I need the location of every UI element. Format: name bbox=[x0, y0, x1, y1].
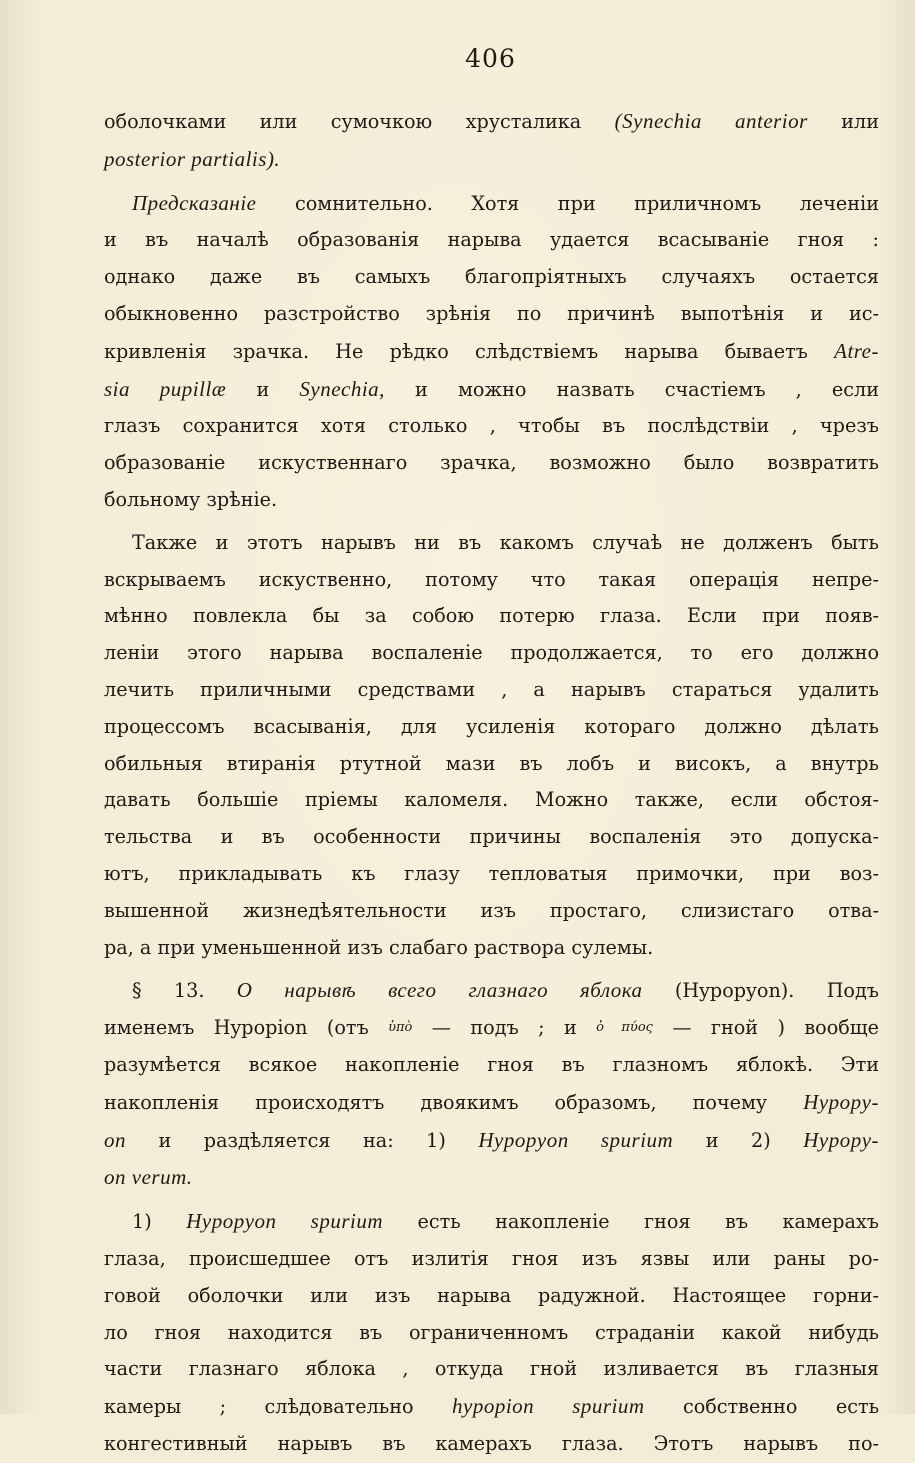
text-segment: Также и этотъ нарывъ ни въ какомъ случаѣ не долженъ быть bbox=[132, 530, 879, 554]
text-segment: § 13. bbox=[132, 979, 237, 1003]
latin-term: Hypopy- bbox=[803, 1089, 879, 1114]
text-line bbox=[104, 482, 879, 519]
text-segment: ло гноя находится въ ограниченномъ страданіи какой нибудь bbox=[104, 1320, 879, 1344]
text-line bbox=[104, 782, 879, 819]
text-line bbox=[104, 371, 879, 409]
text-line bbox=[104, 819, 879, 856]
paragraph bbox=[104, 525, 879, 967]
text-line bbox=[104, 296, 879, 333]
text-segment: мѣнно повлекла бы за собою потерю глаза. Если при появ- bbox=[104, 604, 879, 628]
text-line bbox=[104, 1122, 879, 1160]
text-segment: (Hypopyon). Подъ bbox=[642, 979, 879, 1003]
text-segment: и 2) bbox=[673, 1128, 804, 1152]
paragraph bbox=[104, 972, 879, 1197]
text-segment: сомнительно. Хотя при приличномъ леченіи bbox=[256, 191, 879, 215]
greek-term: ὑπὸ bbox=[388, 1020, 413, 1036]
paragraph bbox=[104, 1203, 879, 1463]
text-segment: образованіе искуственнаго зрачка, возможно было возвратить bbox=[104, 451, 879, 475]
text-line bbox=[104, 930, 879, 967]
latin-term: Hypopyon spurium bbox=[478, 1127, 674, 1152]
text-segment: конгестивный нарывъ въ камерахъ глаза. Этотъ нарывъ по- bbox=[104, 1431, 879, 1455]
text-line bbox=[104, 408, 879, 445]
text-segment: лечить приличными средствами , а нарывъ стараться удалить bbox=[104, 677, 879, 701]
text-line bbox=[104, 141, 879, 179]
text-segment: больному зрѣніе. bbox=[104, 487, 278, 511]
text-segment: есть накопленіе гноя въ камерахъ bbox=[383, 1210, 880, 1234]
text-segment: или bbox=[807, 110, 879, 133]
text-line bbox=[104, 598, 879, 635]
text-line bbox=[104, 635, 879, 672]
italic-term: Предсказаніе bbox=[132, 190, 257, 215]
latin-term: Hypopyon spurium bbox=[186, 1209, 384, 1234]
paragraph bbox=[104, 185, 879, 519]
text-segment: собственно есть bbox=[644, 1395, 880, 1419]
text-segment: и въ началѣ образованія нарыва удается всасываніе гноя : bbox=[104, 228, 879, 252]
text-segment: 1) bbox=[132, 1210, 187, 1234]
text-segment: и bbox=[226, 377, 300, 401]
text-line bbox=[104, 1388, 879, 1426]
latin-term: Synechia, bbox=[299, 376, 385, 401]
text-segment: леніи этого нарыва воспаленіе продолжается, то его должно bbox=[104, 641, 879, 665]
text-line bbox=[104, 103, 879, 141]
text-segment: обильныя втиранія ртутной мази въ лобъ и високъ, а внутрь bbox=[104, 751, 879, 775]
text-segment: оболочками или сумочкою хрусталика bbox=[104, 110, 615, 133]
text-segment: ютъ, прикладывать къ глазу тепловатыя примочки, при воз- bbox=[104, 861, 879, 885]
text-segment: обыкновенно разстройство зрѣнія по причинѣ выпотѣнія и ис- bbox=[104, 301, 879, 325]
latin-term: posterior partialis). bbox=[104, 146, 281, 171]
latin-term: Atre- bbox=[834, 338, 879, 363]
text-line bbox=[104, 1047, 879, 1084]
text-line bbox=[104, 333, 879, 371]
text-line bbox=[104, 893, 879, 930]
text-line bbox=[104, 972, 879, 1010]
text-segment: глазъ сохранится хотя столько , чтобы въ послѣдствіи , чрезъ bbox=[104, 414, 879, 438]
text-segment: говой оболочки или изъ нарыва радужной. Настоящее горни- bbox=[104, 1283, 879, 1307]
text-line bbox=[104, 1278, 879, 1315]
text-segment: — подъ ; и bbox=[412, 1016, 597, 1040]
italic-term: О нарывѣ всего глазнаго яблока bbox=[236, 978, 643, 1003]
text-line bbox=[104, 856, 879, 893]
text-line bbox=[104, 259, 879, 296]
text-segment: и раздѣляется на: 1) bbox=[126, 1128, 479, 1152]
text-segment: части глазнаго яблока , откуда гной изливается въ глазныя bbox=[104, 1357, 879, 1381]
text-segment: тельства и въ особенности причины воспаленія это допуска- bbox=[104, 825, 879, 849]
latin-term: on verum. bbox=[104, 1165, 193, 1190]
text-line bbox=[104, 445, 879, 482]
text-segment: накопленія происходятъ двоякимъ образомъ, почему bbox=[104, 1090, 804, 1114]
text-line bbox=[104, 1426, 879, 1463]
text-line bbox=[104, 1203, 879, 1241]
greek-term: ὁ πύος bbox=[596, 1020, 653, 1036]
paragraph bbox=[104, 103, 879, 179]
text-line bbox=[104, 562, 879, 599]
text-segment: и можно назвать счастіемъ , если bbox=[384, 377, 879, 401]
text-segment: процессомъ всасыванія, для усиленія котораго должно дѣлать bbox=[104, 714, 879, 738]
text-line bbox=[104, 1315, 879, 1352]
text-segment: давать большіе пріемы каломеля. Можно также, если обстоя- bbox=[104, 788, 879, 812]
text-body bbox=[104, 103, 879, 1463]
text-segment: именемъ Hypopion (отъ bbox=[104, 1016, 389, 1040]
text-segment: однако даже въ самыхъ благопріятныхъ случаяхъ остается bbox=[104, 265, 879, 289]
text-line bbox=[104, 222, 879, 259]
latin-term: on bbox=[104, 1127, 126, 1152]
text-line bbox=[104, 525, 879, 562]
text-line bbox=[104, 1010, 879, 1047]
text-line bbox=[104, 709, 879, 746]
latin-term: Hypopy- bbox=[803, 1127, 880, 1152]
text-line bbox=[104, 746, 879, 783]
text-segment: кривленія зрачка. Не рѣдко слѣдствіемъ нарыва бываетъ bbox=[104, 339, 835, 363]
latin-term: (Synechia anterior bbox=[614, 109, 808, 133]
text-line bbox=[104, 672, 879, 709]
text-segment: разумѣется всякое накопленіе гноя въ глазномъ яблокѣ. Эти bbox=[104, 1052, 879, 1076]
text-segment: ра, а при уменьшенной изъ слабаго раствора сулемы. bbox=[104, 935, 654, 959]
latin-term: sia pupillæ bbox=[104, 376, 227, 401]
latin-term: hypopion spurium bbox=[452, 1394, 645, 1419]
text-segment: вышенной жизнедѣятельности изъ простаго, слизистаго отва- bbox=[104, 898, 879, 922]
text-line bbox=[104, 1241, 879, 1278]
page-number: 406 bbox=[465, 44, 516, 73]
text-line bbox=[104, 185, 879, 223]
text-segment: вскрываемъ искуственно, потому что такая операція непре- bbox=[104, 567, 879, 591]
text-segment: глаза, происшедшее отъ излитія гноя изъ язвы или раны ро- bbox=[104, 1246, 879, 1270]
text-line bbox=[104, 1159, 879, 1197]
text-line bbox=[104, 1351, 879, 1388]
text-segment: камеры ; слѣдовательно bbox=[104, 1395, 452, 1419]
text-segment: — гной ) вообще bbox=[652, 1016, 880, 1040]
text-line bbox=[104, 1084, 879, 1122]
